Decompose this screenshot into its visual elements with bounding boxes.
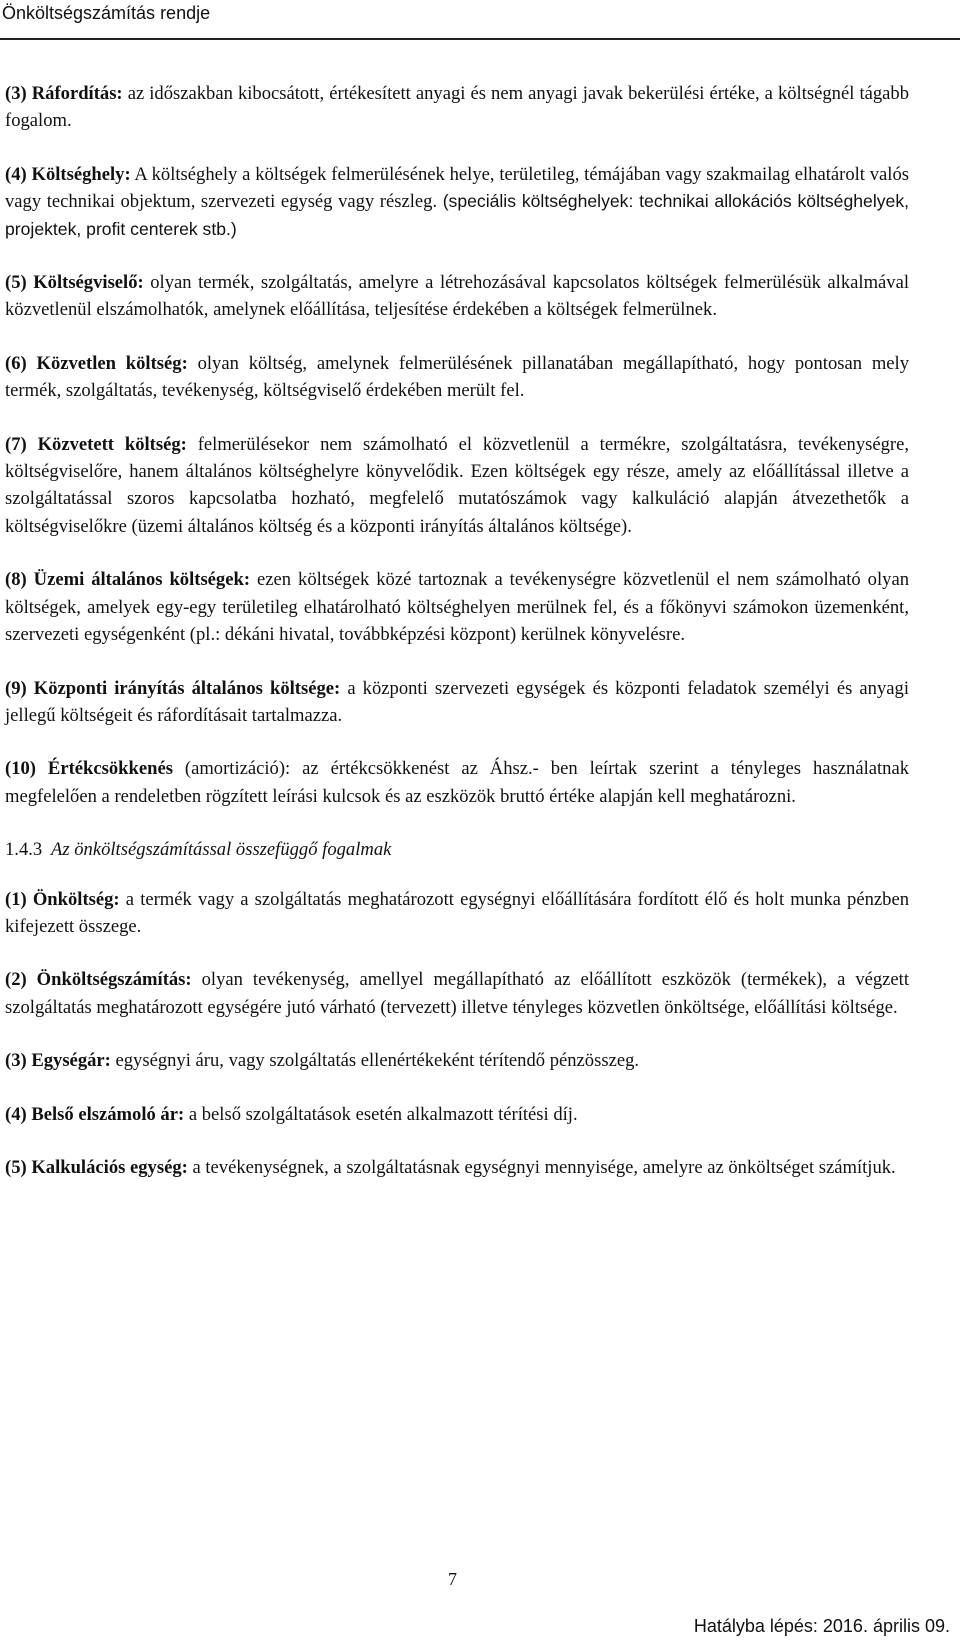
- page-number: 7: [448, 1569, 457, 1589]
- definition-term: (3) Ráfordítás:: [5, 83, 123, 104]
- definition-text: A költséghely a költségek felmerülésének helye, területileg, témájában vagy szakmailag elhatárolt valós vagy technikai objektum, szervezeti egység vagy részleg.: [5, 163, 909, 213]
- definition-text: a termék vagy a szolgáltatás meghatározott egységnyi előállítására fordított élő és holt munka pénzben kifejezett összege.: [5, 888, 909, 937]
- definition-text: (amortizáció): az értékcsökkenést az Áhsz.- ben leírtak szerint a tényleges használatnak megfelelően a rendeletben rögzített leírási kulcsok és az eszközök bruttó értéke alapján kell meghatározni.: [5, 758, 909, 807]
- definition-text: ezen költségek közé tartoznak a tevékenységre közvetlenül el nem számolható olyan költségek, amelyek egy-egy területileg elhatárolható költséghelyen merülnek fel, és a főkönyvi számokon üzemenként, szervezeti egységenként (pl.: dékáni hivatal, továbbképzési központ) kerülnek könyvelésre.: [5, 569, 909, 646]
- definition-text: felmerülésekor nem számolható el közvetlenül a termékre, szolgáltatásra, tevékenységre, költségviselőre, hanem általános költséghelyre könyvelődik. Ezen költségek egy része, amely az előállítással illetve a szolgáltatással szoros kapcsolatba hozható, megfelelő mutatószámok vagy kalkuláció alapján átvezethetők a költségviselőkre (üzemi általános költség és a központi irányítás általános költsége).: [5, 433, 909, 537]
- definition-term: (3) Egységár:: [5, 1050, 111, 1072]
- definition-koltseghely: [5, 161, 909, 243]
- header-divider: [0, 38, 960, 40]
- definition-term: (1) Önköltség:: [5, 888, 120, 910]
- definition-term: (6) Közvetlen költség:: [5, 352, 188, 374]
- definition-term: (8) Üzemi általános költségek:: [5, 569, 251, 591]
- section-heading: [5, 836, 909, 863]
- definition-onkoltsegszamitas: [5, 966, 909, 1021]
- definition-koltsegviselo: [5, 269, 909, 324]
- definition-term: (2) Önköltségszámítás:: [5, 969, 192, 991]
- definition-text: az időszakban kibocsátott, értékesített anyagi és nem anyagi javak bekerülési értéke, a költségnél tágabb fogalom.: [5, 83, 910, 132]
- definition-text: a központi szervezeti egységek és központi feladatok személyi és anyagi jellegű költségeit és ráfordításait tartalmazza.: [5, 677, 909, 726]
- definition-text: a belső szolgáltatások esetén alkalmazott térítési díj.: [184, 1103, 578, 1125]
- section-number: 1.4.3: [5, 839, 43, 861]
- definition-kozponti-iranyitas: [5, 675, 909, 730]
- document-body: [5, 80, 909, 1207]
- definition-onkoltseg: [5, 886, 909, 941]
- definition-text: olyan költség, amelynek felmerülésének pillanatában megállapítható, hogy pontosan mely termék, szolgáltatás, tevékenység, költségviselő érdekében merült fel.: [5, 352, 910, 402]
- definition-term: (10) Értékcsökkenés: [5, 758, 173, 780]
- definition-term: (5) Költségviselő:: [5, 272, 144, 294]
- definition-text: egységnyi áru, vagy szolgáltatás ellenértékeként térítendő pénzösszeg.: [110, 1050, 640, 1072]
- definition-egysegar: [5, 1047, 909, 1074]
- definition-kozvetett-koltseg: [5, 431, 909, 541]
- definition-belso-elszamolo-ar: [5, 1101, 909, 1128]
- document-header-title: Önköltségszámítás rendje: [2, 3, 211, 23]
- definition-raforditas: [5, 80, 909, 135]
- definition-kalkulacios-egyseg: [5, 1154, 909, 1181]
- definition-term: (4) Belső elszámoló ár:: [5, 1103, 185, 1125]
- definition-term: (4) Költséghely:: [5, 163, 131, 185]
- effective-date: Hatályba lépés: 2016. április 09.: [693, 1616, 950, 1636]
- definition-ertekcsokkenes: [5, 755, 909, 810]
- definition-kozvetlen-koltseg: [5, 350, 909, 405]
- definition-term: (9) Központi irányítás általános költsége:: [5, 677, 341, 699]
- definition-term: (5) Kalkulációs egység:: [5, 1156, 188, 1178]
- section-title: Az önköltségszámítással összefüggő fogalmak: [51, 839, 392, 861]
- definition-uzemi-altalanos: [5, 566, 909, 648]
- definition-text: a tevékenységnek, a szolgáltatásnak egységnyi mennyisége, amelyre az önköltséget számítjuk.: [187, 1156, 896, 1178]
- definition-text: olyan termék, szolgáltatás, amelyre a létrehozásával kapcsolatos költségek felmerülésük alkalmával közvetlenül elszámolhatók, amelynek előállítása, teljesítése érdekében a költségek felmerülnek.: [5, 272, 909, 321]
- definition-note: (speciális költséghelyek: technikai allokációs költséghelyek, projektek, profit centerek stb.): [5, 191, 910, 239]
- definition-term: (7) Közvetett költség:: [5, 433, 187, 455]
- definition-text: olyan tevékenység, amellyel megállapítható az előállított eszközök (termékek), a végzett szolgáltatás meghatározott egységére jutó várható (tervezett) illetve tényleges közvetlen önköltsége, előállítási költsége.: [5, 969, 909, 1018]
